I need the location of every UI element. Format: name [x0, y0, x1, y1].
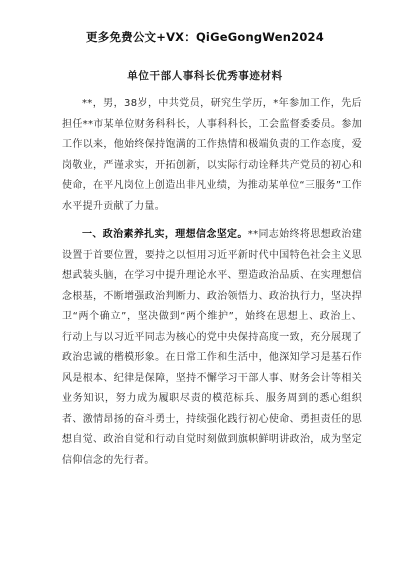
paragraph-intro [62, 94, 362, 217]
paragraph-text: **，男，38岁，中共党员，研究生学历，*年参加工作，先后担任**市某单位财务科科长，人事科科长，工会监督委委员。参加工作以来，他始终保持饱满的工作热情和极端负责的工作态度，爱岗敬业，严谨求实，开拓创新，以实际行动诠释共产党员的初心和使命，在平凡岗位上创造出非凡业绩，为推动某单位“三服务”工作水平提升贡献了力量。 [62, 98, 362, 212]
paragraph-section-1 [62, 225, 362, 471]
paragraph-gap [62, 217, 362, 225]
paragraph-text: **同志始终将思想政治建设置于首要位置，要持之以恒用习近平新时代中国特色社会主义思想武装头脑，在学习中提升理论水平、塑造政治品质、在实理想信念根基，不断增强政治判断力、政治领悟力、政治执行力，坚决捍卫“两个确立”，坚决做到“两个维护”，始终在思想上、政治上、行动上与以习近平同志为核心的党中央保持高度一致，充分展现了政治忠诚的楷模形象。在日常工作和生活中，他深知学习是基石作风是根本、纪律是保障，坚持不懈学习干部人事、财务会计等相关业务知识，努力成为履职尽责的模范标兵、服务周到的悉心组织者、激情昂扬的奋斗勇士，持续强化践行初心使命、勇担责任的思想自觉、政治自觉和行动自觉时刻做到旗帜鲜明讲政治，成为坚定信仰信念的先行者。 [62, 229, 362, 466]
document-body [62, 94, 362, 471]
section-heading: 一、政治素养扎实，理想信念坚定。 [82, 229, 248, 240]
watermark-header: 更多免费公文+VX：QiGeGongWen2024 [86, 30, 324, 44]
document-title: 单位干部人事科长优秀事迹材料 [127, 70, 283, 82]
